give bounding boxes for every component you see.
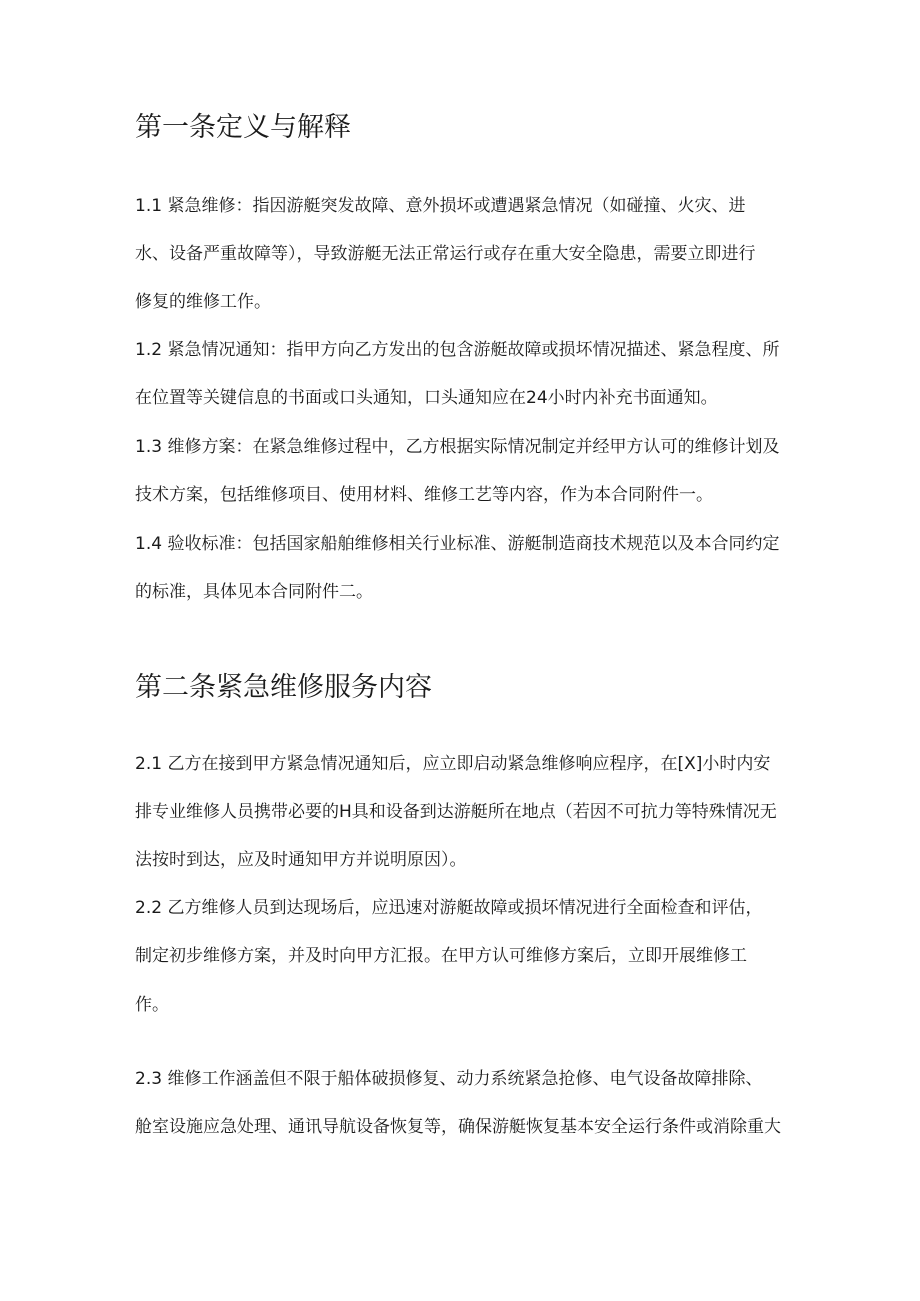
section-1-line-9: 的标准，具体见本合同附件二。 bbox=[135, 582, 373, 602]
section-1-line-2: 水、设备严重故障等），导致游艇无法正常运行或存在重大安全隐患，需要立即进行 bbox=[135, 244, 756, 264]
section-2-line-1: 2.1 乙方在接到甲方紧急情况通知后，应立即启动紧急维修响应程序，在[X]小时内安 bbox=[135, 754, 771, 774]
section-2-line-7: 2.3 维修工作涵盖但不限于船体破损修复、动力系统紧急抢修、电气设备故障排除、 bbox=[135, 1069, 763, 1089]
section-2-line-5: 制定初步维修方案，并及时向甲方汇报。在甲方认可维修方案后，立即开展维修工 bbox=[135, 946, 747, 966]
section-2-line-8: 舱室设施应急处理、通讯导航设备恢复等，确保游艇恢复基本安全运行条件或消除重大 bbox=[135, 1117, 781, 1137]
section-1-line-6: 1.3 维修方案：在紧急维修过程中，乙方根据实际情况制定并经甲方认可的维修计划及 bbox=[135, 437, 780, 457]
section-2-line-6: 作。 bbox=[135, 995, 169, 1015]
section-2-line-3: 法按时到达，应及时通知甲方并说明原因）。 bbox=[135, 850, 467, 870]
section-2-line-4: 2.2 乙方维修人员到达现场后，应迅速对游艇故障或损坏情况进行全面检查和评估， bbox=[135, 898, 763, 918]
section-1-line-5: 在位置等关键信息的书面或口头通知，口头通知应在24小时内补充书面通知。 bbox=[135, 388, 718, 408]
section-1-line-3: 修复的维修工作。 bbox=[135, 292, 271, 312]
section-1-line-1: 1.1 紧急维修：指因游艇突发故障、意外损坏或遭遇紧急情况（如碰撞、火灾、进 bbox=[135, 196, 746, 216]
section-1-heading: 第一条定义与解释 bbox=[135, 112, 351, 143]
section-2-line-2: 排专业维修人员携带必要的H具和设备到达游艇所在地点（若因不可抗力等特殊情况无 bbox=[135, 802, 777, 822]
section-2-heading: 第二条紧急维修服务内容 bbox=[135, 672, 432, 703]
section-1-line-8: 1.4 验收标准：包括国家船舶维修相关行业标准、游艇制造商技术规范以及本合同约定 bbox=[135, 534, 780, 554]
section-1-line-4: 1.2 紧急情况通知：指甲方向乙方发出的包含游艇故障或损坏情况描述、紧急程度、所 bbox=[135, 340, 780, 360]
section-1-line-7: 技术方案，包括维修项目、使用材料、维修工艺等内容，作为本合同附件一。 bbox=[135, 485, 713, 505]
